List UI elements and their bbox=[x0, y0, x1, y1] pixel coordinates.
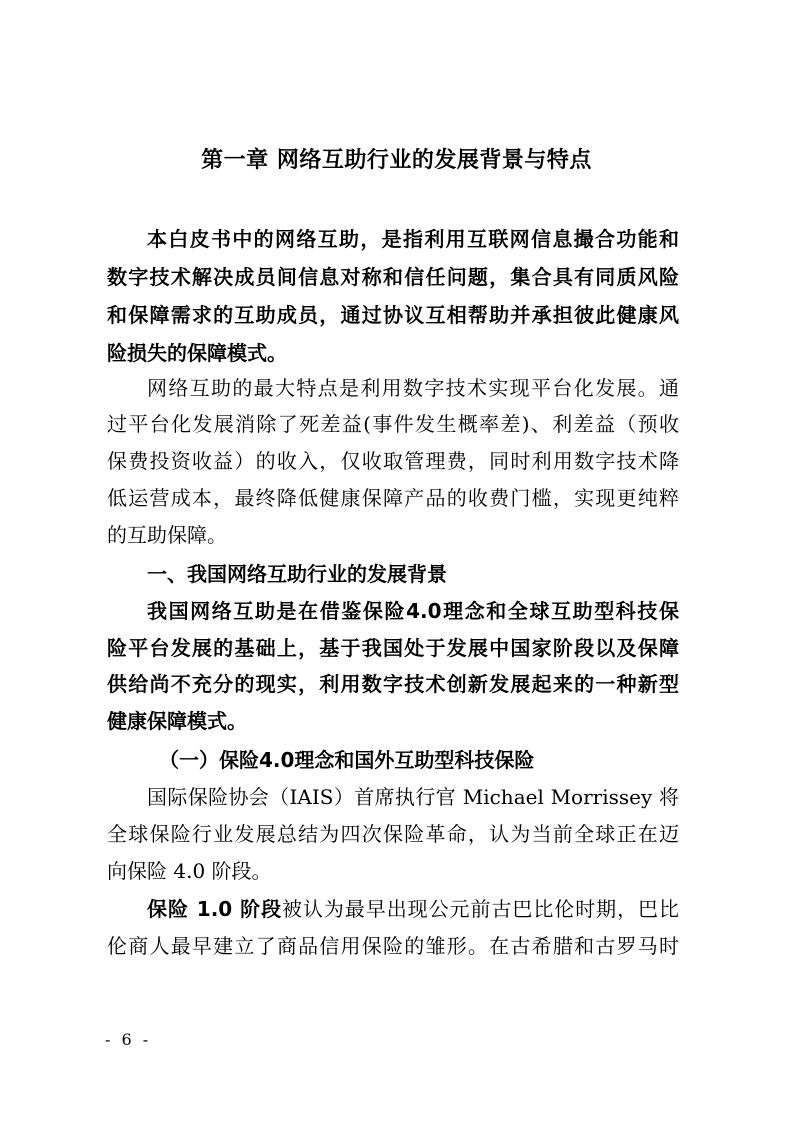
paragraph-line: 和保障需求的互助成员，通过协议互相帮助并承担彼此健康风 bbox=[107, 303, 679, 327]
page-number: - 6 - bbox=[105, 1030, 152, 1049]
paragraph-line: 全球保险行业发展总结为四次保险革命，认为当前全球正在迈 bbox=[107, 822, 679, 846]
paragraph-line: 保费投资收益）的收入，仅收取管理费，同时利用数字技术降 bbox=[107, 449, 679, 473]
paragraph-line: 供给尚不充分的现实，利用数字技术创新发展起来的一种新型 bbox=[107, 672, 679, 696]
paragraph-line: 伦商人最早建立了商品信用保险的雏形。在古希腊和古罗马时 bbox=[107, 934, 679, 958]
paragraph-line: 低运营成本，最终降低健康保障产品的收费门槛，实现更纯粹 bbox=[107, 486, 679, 510]
paragraph-line: 数字技术解决成员间信息对称和信任问题，集合具有同质风险 bbox=[107, 265, 679, 289]
paragraph-line: 国际保险协会（IAIS）首席执行官 Michael Morrissey 将 bbox=[147, 785, 679, 809]
inline-bold-term: 保险 1.0 阶段 bbox=[147, 897, 283, 921]
inline-text: 被认为最早出现公元前古巴比伦时期，巴比 bbox=[282, 897, 679, 921]
paragraph-line: 本白皮书中的网络互助，是指利用互联网信息撮合功能和 bbox=[147, 227, 679, 251]
chapter-title: 第一章 网络互助行业的发展背景与特点 bbox=[201, 148, 592, 173]
paragraph-line: 我国网络互助是在借鉴保险4.0理念和全球互助型科技保 bbox=[147, 599, 679, 623]
paragraph-line: 险损失的保障模式。 bbox=[107, 341, 287, 365]
section-heading: 一、我国网络互助行业的发展背景 bbox=[147, 562, 447, 586]
paragraph-line: 网络互助的最大特点是利用数字技术实现平台化发展。通 bbox=[147, 376, 679, 400]
subsection-heading: （一）保险4.0理念和国外互助型科技保险 bbox=[159, 748, 535, 772]
paragraph-line: 的互助保障。 bbox=[107, 523, 227, 547]
paragraph-line: 健康保障模式。 bbox=[107, 709, 247, 733]
paragraph-line: 险平台发展的基础上，基于我国处于发展中国家阶段以及保障 bbox=[107, 636, 679, 660]
paragraph-line: 向保险 4.0 阶段。 bbox=[107, 859, 272, 883]
paragraph-line bbox=[147, 892, 679, 926]
paragraph-line: 过平台化发展消除了死差益(事件发生概率差)、利差益（预收 bbox=[107, 412, 679, 436]
